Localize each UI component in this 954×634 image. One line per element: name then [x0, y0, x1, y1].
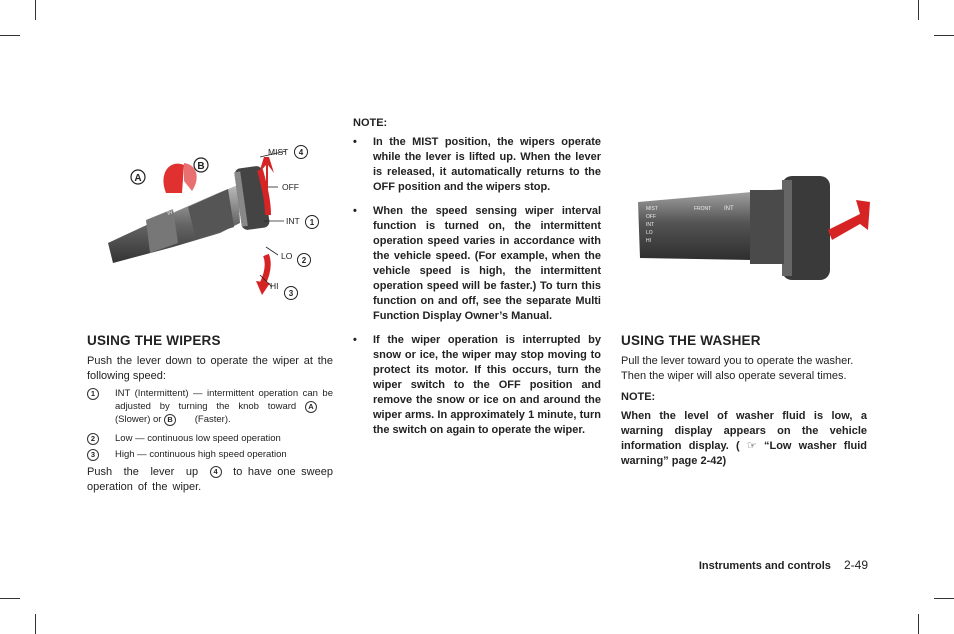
wipers-heading: USING THE WIPERS: [87, 333, 221, 348]
marker-3: 3: [288, 289, 294, 298]
washer-lever-figure: [632, 172, 870, 292]
ref-b: B: [164, 414, 176, 426]
section-name: Instruments and controls: [698, 560, 831, 572]
item-text: Low — continuous low speed operation: [115, 433, 281, 445]
push-up-text: Push the lever up 4 to have one sweep operation of the wiper.: [87, 466, 333, 494]
page-number: 2-49: [843, 558, 868, 572]
list-item: • If the wiper operation is interrupted by snow or ice, the wiper may stop moving to protect its motor. If this occurs, turn the wiper switch to the OFF position and remove the snow or ice on and around the wiper arms. In approximately 1 minute, turn the switch on again to operate the wiper.: [353, 334, 601, 436]
lever-mark: INT: [166, 208, 177, 217]
list-item: [87, 387, 333, 426]
marker-b-label: B: [197, 161, 205, 172]
crop-mark: [35, 614, 36, 634]
item-text: High — continuous high speed operation: [115, 449, 287, 461]
item-number: 3: [87, 449, 99, 461]
list-item: • When the speed sensing wiper interval function is turned on, the intermittent operation speed varies in accordance with the vehicle speed. (For example, when the vehicle speed is high, the intermittent operation speed will be faster.) To turn this function on and off, see the separate Multi Function Display Owner’s Manual.: [353, 205, 601, 322]
marker-1: 1: [309, 218, 315, 227]
item-text: INT (Intermittent) — intermittent operation can be adjusted by turning the knob toward: [115, 388, 333, 413]
list-item: • In the MIST position, the wipers operate while the lever is lifted up. When the lever is released, it automatically returns to the OFF position and the wipers stop.: [353, 136, 601, 193]
crop-mark: [934, 35, 954, 36]
position-label-mist: MIST: [268, 147, 289, 157]
note-title: NOTE:: [353, 117, 388, 129]
wipers-section: [87, 333, 333, 495]
position-label-int: INT: [286, 216, 300, 226]
reference-hand-icon: ☞: [746, 440, 757, 452]
wiper-lever-figure: [88, 115, 338, 315]
page-footer: [699, 558, 868, 572]
ref-a: A: [305, 401, 317, 413]
position-label-hi: HI: [270, 281, 279, 291]
marker-a-label: A: [134, 173, 142, 184]
note-section: [353, 116, 601, 447]
marker-2: 2: [301, 256, 307, 265]
lever-mark: INT: [724, 206, 734, 212]
list-item: [87, 448, 333, 461]
crop-mark: [0, 35, 20, 36]
washer-heading: USING THE WASHER: [621, 333, 761, 348]
lever-mark: HI: [646, 238, 651, 244]
position-label-off: OFF: [282, 182, 299, 192]
wipers-intro: Push the lever down to operate the wiper at the following speed:: [87, 355, 333, 382]
washer-note: When the level of washer fluid is low, a warning display appears on the vehicle information display. ( ☞ “Low washer fluid warning” page 2-42): [621, 410, 867, 467]
item-number: 1: [87, 388, 99, 400]
washer-note-title: NOTE:: [621, 391, 656, 403]
lever-mark: LO: [646, 230, 653, 236]
marker-4: 4: [298, 148, 304, 157]
ref-4: 4: [210, 466, 222, 478]
washer-section: [621, 333, 867, 469]
lever-mark: FRONT: [694, 206, 712, 212]
item-number: 2: [87, 433, 99, 445]
item-text: (Slower) or: [115, 414, 162, 426]
lever-mark: INT: [646, 222, 655, 228]
crop-mark: [0, 598, 20, 599]
washer-text: Pull the lever toward you to operate the washer. Then the wiper will also operate several times.: [621, 355, 854, 382]
crop-mark: [918, 614, 919, 634]
crop-mark: [35, 0, 36, 20]
list-item: [87, 432, 333, 445]
lever-mark: OFF: [646, 214, 656, 220]
lever-mark: MIST: [646, 206, 658, 212]
position-label-lo: LO: [281, 251, 293, 261]
item-text: (Faster).: [194, 414, 231, 426]
crop-mark: [934, 598, 954, 599]
crop-mark: [918, 0, 919, 20]
